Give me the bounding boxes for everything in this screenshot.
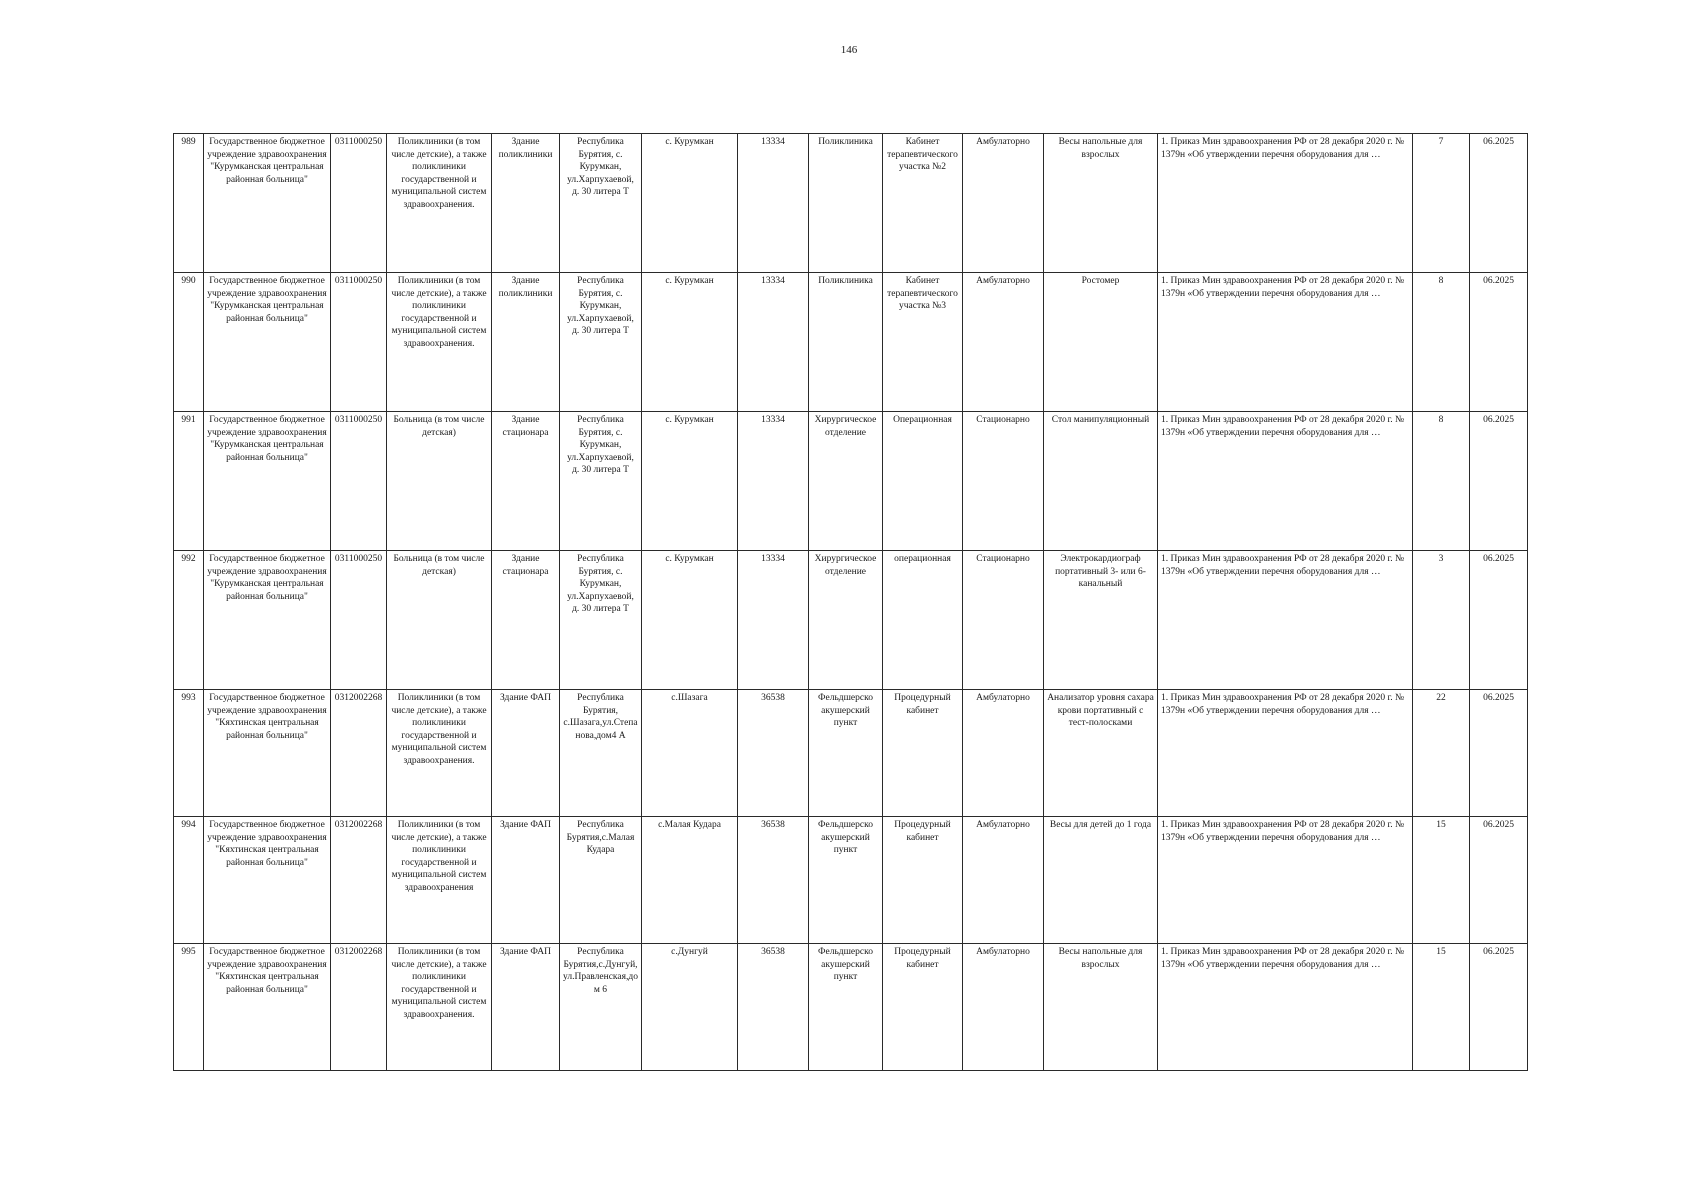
room-cell: Процедурный кабинет [883,690,963,817]
legal-reference-cell: 1. Приказ Мин здравоохранения РФ от 28 декабря 2020 г. № 1379н «Об утверждении перечня оборудования для … [1158,551,1413,690]
equipment-cell: Ростомер [1044,273,1158,412]
department-cell: Хирургическое отделение [809,412,883,551]
equipment-table [173,133,1528,1071]
legal-reference-cell: 1. Приказ Мин здравоохранения РФ от 28 декабря 2020 г. № 1379н «Об утверждении перечня оборудования для … [1158,690,1413,817]
organization-cell: Государственное бюджетное учреждение здравоохранения "Курумканская центральная районная больница" [204,134,331,273]
table-row [174,944,1528,1071]
building-cell: Здание ФАП [492,817,560,944]
delivery-date-cell: 06.2025 [1470,134,1528,273]
department-cell: Фельдшерско акушерский пункт [809,817,883,944]
room-cell: Кабинет терапевтического участка №3 [883,273,963,412]
quantity-cell: 15 [1413,944,1470,1071]
delivery-date-cell: 06.2025 [1470,944,1528,1071]
facility-type-cell: Поликлиники (в том числе детские), а также поликлиники государственной и муниципальной систем здравоохранения. [387,944,492,1071]
table-row [174,412,1528,551]
department-cell: Поликлиника [809,134,883,273]
row-number-cell: 991 [174,412,204,551]
table-body [174,134,1528,1071]
equipment-cell: Анализатор уровня сахара крови портативный с тест-полосками [1044,690,1158,817]
department-cell: Фельдшерско акушерский пункт [809,690,883,817]
room-cell: операционная [883,551,963,690]
row-number-cell: 990 [174,273,204,412]
building-cell: Здание поликлиники [492,273,560,412]
equipment-cell: Весы напольные для взрослых [1044,944,1158,1071]
settlement-cell: с. Курумкан [642,551,738,690]
organization-cell: Государственное бюджетное учреждение здравоохранения "Курумканская центральная районная больница" [204,412,331,551]
settlement-cell: с. Курумкан [642,134,738,273]
organization-code-cell: 0312002268 [331,944,387,1071]
address-cell: Республика Бурятия, с.Шазага,ул.Степанова,дом4 А [560,690,642,817]
organization-code-cell: 0311000250 [331,551,387,690]
page-number: 146 [840,44,858,56]
delivery-date-cell: 06.2025 [1470,690,1528,817]
address-cell: Республика Бурятия, с. Курумкан, ул.Харпухаевой, д. 30 литера Т [560,273,642,412]
organization-cell: Государственное бюджетное учреждение здравоохранения "Кяхтинская центральная районная больница" [204,690,331,817]
settlement-cell: с.Шазага [642,690,738,817]
settlement-code-cell: 13334 [738,273,809,412]
address-cell: Республика Бурятия,с.Малая Кудара [560,817,642,944]
quantity-cell: 8 [1413,412,1470,551]
legal-reference-cell: 1. Приказ Мин здравоохранения РФ от 28 декабря 2020 г. № 1379н «Об утверждении перечня оборудования для … [1158,817,1413,944]
building-cell: Здание поликлиники [492,134,560,273]
table-row [174,134,1528,273]
delivery-date-cell: 06.2025 [1470,551,1528,690]
organization-code-cell: 0312002268 [331,817,387,944]
legal-reference-cell: 1. Приказ Мин здравоохранения РФ от 28 декабря 2020 г. № 1379н «Об утверждении перечня оборудования для … [1158,412,1413,551]
organization-cell: Государственное бюджетное учреждение здравоохранения "Кяхтинская центральная районная больница" [204,944,331,1071]
equipment-cell: Стол манипуляционный [1044,412,1158,551]
facility-type-cell: Больница (в том числе детская) [387,412,492,551]
facility-type-cell: Поликлиники (в том числе детские), а также поликлиники государственной и муниципальной систем здравоохранения. [387,690,492,817]
table-row [174,273,1528,412]
settlement-code-cell: 13334 [738,412,809,551]
care-mode-cell: Амбулаторно [963,273,1044,412]
care-mode-cell: Стационарно [963,412,1044,551]
equipment-cell: Весы напольные для взрослых [1044,134,1158,273]
quantity-cell: 7 [1413,134,1470,273]
department-cell: Поликлиника [809,273,883,412]
delivery-date-cell: 06.2025 [1470,412,1528,551]
settlement-code-cell: 36538 [738,817,809,944]
settlement-code-cell: 13334 [738,134,809,273]
care-mode-cell: Стационарно [963,551,1044,690]
department-cell: Хирургическое отделение [809,551,883,690]
care-mode-cell: Амбулаторно [963,944,1044,1071]
row-number-cell: 994 [174,817,204,944]
table-row [174,551,1528,690]
row-number-cell: 992 [174,551,204,690]
facility-type-cell: Поликлиники (в том числе детские), а также поликлиники государственной и муниципальной систем здравоохранения [387,817,492,944]
building-cell: Здание стационара [492,551,560,690]
room-cell: Кабинет терапевтического участка №2 [883,134,963,273]
quantity-cell: 22 [1413,690,1470,817]
row-number-cell: 989 [174,134,204,273]
care-mode-cell: Амбулаторно [963,134,1044,273]
legal-reference-cell: 1. Приказ Мин здравоохранения РФ от 28 декабря 2020 г. № 1379н «Об утверждении перечня оборудования для … [1158,944,1413,1071]
building-cell: Здание ФАП [492,944,560,1071]
settlement-cell: с. Курумкан [642,273,738,412]
address-cell: Республика Бурятия,с.Дунгуй,ул.Правленская,дом 6 [560,944,642,1071]
settlement-cell: с. Курумкан [642,412,738,551]
settlement-cell: с.Малая Кудара [642,817,738,944]
settlement-code-cell: 13334 [738,551,809,690]
delivery-date-cell: 06.2025 [1470,273,1528,412]
organization-code-cell: 0311000250 [331,412,387,551]
row-number-cell: 995 [174,944,204,1071]
address-cell: Республика Бурятия, с. Курумкан, ул.Харпухаевой, д. 30 литера Т [560,412,642,551]
equipment-cell: Электрокардиограф портативный 3- или 6-канальный [1044,551,1158,690]
address-cell: Республика Бурятия, с. Курумкан, ул.Харпухаевой, д. 30 литера Т [560,134,642,273]
organization-cell: Государственное бюджетное учреждение здравоохранения "Курумканская центральная районная больница" [204,551,331,690]
organization-code-cell: 0311000250 [331,134,387,273]
organization-cell: Государственное бюджетное учреждение здравоохранения "Курумканская центральная районная больница" [204,273,331,412]
building-cell: Здание ФАП [492,690,560,817]
organization-cell: Государственное бюджетное учреждение здравоохранения "Кяхтинская центральная районная больница" [204,817,331,944]
delivery-date-cell: 06.2025 [1470,817,1528,944]
table-row [174,690,1528,817]
quantity-cell: 15 [1413,817,1470,944]
care-mode-cell: Амбулаторно [963,817,1044,944]
row-number-cell: 993 [174,690,204,817]
room-cell: Процедурный кабинет [883,817,963,944]
settlement-code-cell: 36538 [738,944,809,1071]
address-cell: Республика Бурятия, с. Курумкан, ул.Харпухаевой, д. 30 литера Т [560,551,642,690]
facility-type-cell: Поликлиники (в том числе детские), а также поликлиники государственной и муниципальной систем здравоохранения. [387,134,492,273]
organization-code-cell: 0312002268 [331,690,387,817]
organization-code-cell: 0311000250 [331,273,387,412]
settlement-code-cell: 36538 [738,690,809,817]
legal-reference-cell: 1. Приказ Мин здравоохранения РФ от 28 декабря 2020 г. № 1379н «Об утверждении перечня оборудования для … [1158,134,1413,273]
care-mode-cell: Амбулаторно [963,690,1044,817]
table-row [174,817,1528,944]
facility-type-cell: Поликлиники (в том числе детские), а также поликлиники государственной и муниципальной систем здравоохранения. [387,273,492,412]
quantity-cell: 3 [1413,551,1470,690]
building-cell: Здание стационара [492,412,560,551]
room-cell: Процедурный кабинет [883,944,963,1071]
quantity-cell: 8 [1413,273,1470,412]
legal-reference-cell: 1. Приказ Мин здравоохранения РФ от 28 декабря 2020 г. № 1379н «Об утверждении перечня оборудования для … [1158,273,1413,412]
equipment-cell: Весы для детей до 1 года [1044,817,1158,944]
facility-type-cell: Больница (в том числе детская) [387,551,492,690]
department-cell: Фельдшерско акушерский пункт [809,944,883,1071]
settlement-cell: с.Дунгуй [642,944,738,1071]
room-cell: Операционная [883,412,963,551]
